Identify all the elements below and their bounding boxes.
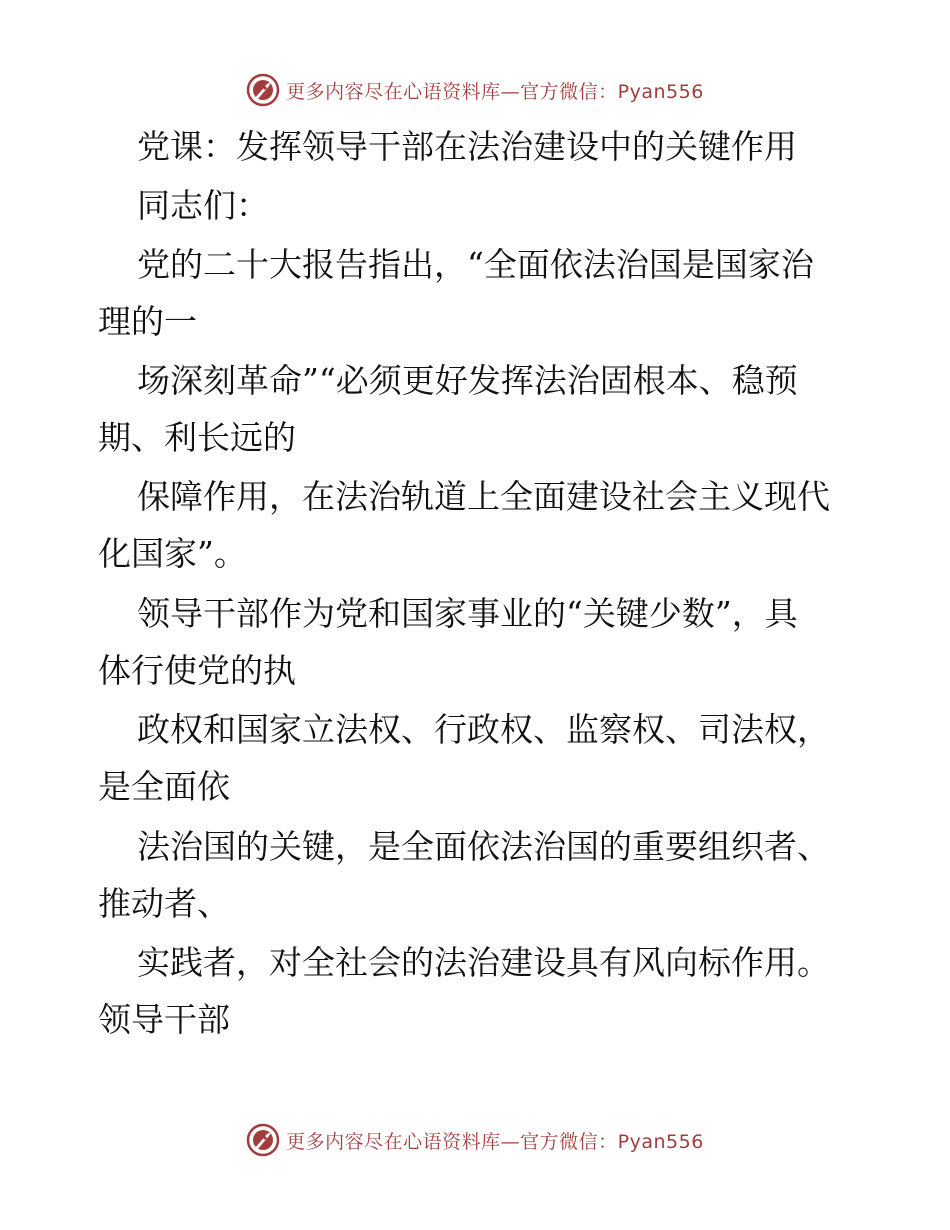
paragraph-line: 党的二十大报告指出，“全面依法治国是国家治 [137, 245, 814, 284]
paragraph-line: 场深刻革命”“必须更好发挥法治固根本、稳预 [137, 361, 798, 400]
paragraph-line: 政权和国家立法权、行政权、监察权、司法权， [137, 710, 830, 749]
paragraph-line: 期、利长远的 [98, 418, 296, 457]
paragraph-line: 理的一 [98, 302, 197, 341]
paragraph-line: 化国家”。 [98, 534, 247, 573]
banner-text: 更多内容尽在心语资料库—官方微信：Pyan556 [286, 1130, 704, 1153]
footer-watermark-banner [0, 1120, 950, 1160]
pen-nib-logo-icon [246, 73, 280, 107]
paragraph-line: 推动者、 [98, 884, 230, 923]
paragraph-line: 是全面依 [98, 767, 230, 806]
paragraph-line: 实践者，对全社会的法治建设具有风向标作用。 [137, 943, 830, 982]
paragraph-line: 体行使党的执 [98, 651, 296, 690]
paragraph-line: 领导干部作为党和国家事业的“关键少数”，具 [137, 594, 798, 633]
pen-nib-logo-icon [246, 1123, 280, 1157]
paragraph-line: 保障作用，在法治轨道上全面建设社会主义现代 [137, 477, 830, 516]
paragraph-line: 领导干部 [98, 1000, 230, 1039]
banner-text: 更多内容尽在心语资料库—官方微信：Pyan556 [286, 80, 704, 103]
paragraph-line: 法治国的关键，是全面依法治国的重要组织者、 [137, 827, 830, 866]
header-watermark-banner [0, 70, 950, 110]
salutation: 同志们： [137, 186, 269, 225]
document-title: 党课：发挥领导干部在法治建设中的关键作用 [137, 127, 797, 166]
